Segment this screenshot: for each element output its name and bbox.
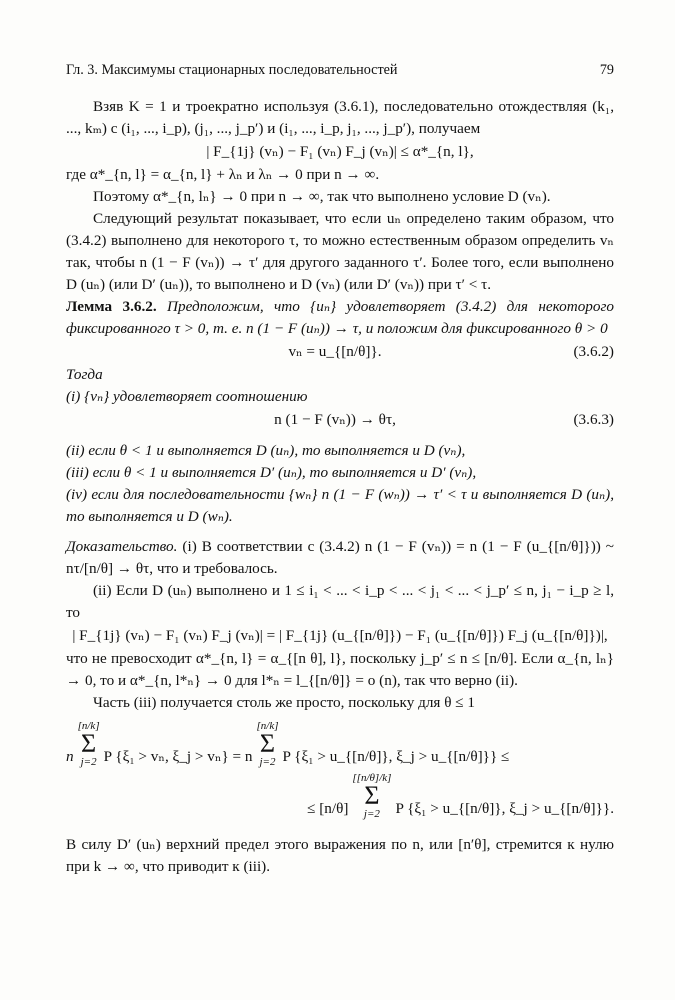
proof-part-ii-conclusion: что не превосходит α*_{n, l} = α_{[n θ], l}, поскольку j_p′ ≤ n ≤ [n/θ]. Если α_{n, lₙ} → 0, то и α*_{n, l*ₙ} → 0 для l*ₙ = l_{[n/θ]} = o (n), так что верно (ii). <box>66 650 614 689</box>
spacer <box>66 432 614 440</box>
equation-bound: | F_{1j} (vₙ) − F₁ (vₙ) F_j (vₙ)| ≤ α*_{n, l}, <box>206 143 474 160</box>
sum-line-2-right: P {ξ₁ > u_{[n/θ]}, ξ_j > u_{[n/θ]}}. <box>395 800 614 817</box>
sum-3-upper: [[n/θ]/k] <box>352 772 392 784</box>
sum-symbol-2: [n/k] Σ j=2 <box>256 720 279 768</box>
equation-3-6-2 <box>66 341 614 363</box>
proof-label: Доказательство. <box>66 538 178 555</box>
sum-symbol-1: [n/k] Σ j=2 <box>77 720 100 768</box>
sum-line-1-middle: P {ξ₁ > vₙ, ξ_j > vₙ} = n <box>103 748 253 765</box>
lemma-label: Лемма 3.6.2. <box>66 298 157 315</box>
paragraph-alpha-def: где α*_{n, l} = α_{n, l} + λₙ и λₙ → 0 при n → ∞. <box>66 166 380 183</box>
paragraph-intro: Взяв K = 1 и троекратно используя (3.6.1), последовательно отождествляя (k₁, ..., kₘ) с (i₁, ..., i_p), (j₁, ..., j_p′) и (i₁, ..., i_p, j₁, ..., j_p′), получаем <box>66 98 614 137</box>
lemma-text: Предположим, что {uₙ} удовлетворяет (3.4.2) для некоторого фиксированного τ > 0, т. е. n (1 − F (uₙ)) → τ, и положим для фиксированного θ > 0 <box>66 298 614 337</box>
equation-3-6-3-number: (3.6.3) <box>573 411 614 428</box>
lemma-then: Тогда <box>66 366 103 383</box>
page-body <box>66 96 614 878</box>
lemma-item-iv: (iv) если для последовательности {wₙ} n (1 − F (wₙ)) → τ′ < τ и выполняется D (uₙ), то выполняется и D (wₙ). <box>66 486 614 525</box>
final-paragraph: В силу D′ (uₙ) верхний предел этого выражения по n, или [n′θ], стремится к нулю при k → ∞, что приводит к (iii). <box>66 836 614 875</box>
proof-part-i-text: (i) В соответствии с (3.4.2) n (1 − F (vₙ)) = n (1 − F (u_{[n/θ]})) ~ nτ/[n/θ] → θτ, что и требовалось. <box>66 538 615 577</box>
proof-part-i <box>66 536 614 580</box>
proof-part-iii: Часть (iii) получается столь же просто, поскольку для θ ≤ 1 <box>93 694 475 711</box>
paragraph-condition-d: Поэтому α*_{n, lₙ} → 0 при n → ∞, так что выполнено условие D (vₙ). <box>93 188 551 205</box>
sum-1-upper: [n/k] <box>77 720 100 732</box>
sum-equation-line-1 <box>66 720 614 768</box>
sum-1-lower: j=2 <box>80 756 97 768</box>
proof-part-ii: (ii) Если D (uₙ) выполнено и 1 ≤ i₁ < ... < i_p < ... < j₁ < ... < j_p′ ≤ n, j₁ − i_p ≥ l, то <box>66 582 614 621</box>
equation-3-6-3-formula: n (1 − F (vₙ)) → θτ, <box>274 411 396 428</box>
sum-line-2-left: ≤ [n/θ] <box>307 800 349 817</box>
equation-3-6-2-number: (3.6.2) <box>573 343 614 360</box>
spacer <box>66 528 614 536</box>
equation-3-6-2-formula: vₙ = u_{[n/θ]}. <box>288 343 382 360</box>
sum-2-upper: [n/k] <box>256 720 279 732</box>
lemma-statement <box>66 296 614 340</box>
lemma-item-iii: (iii) если θ < 1 и выполняется D′ (uₙ), то выполняется и D′ (vₙ), <box>66 464 477 481</box>
paragraph-next-result: Следующий результат показывает, что если uₙ определено таким образом, что (3.4.2) выполнено для некоторого τ, то можно естественным образом определить vₙ так, чтобы n (1 − F (vₙ)) → τ′ для другого заданного τ′. Более того, если выполнено D (uₙ) (или D′ (uₙ)), то выполнено и D (vₙ) (или D′ (vₙ)) при τ′ < τ. <box>66 210 614 293</box>
running-header <box>66 59 614 83</box>
sum-3-lower: j=2 <box>363 808 380 820</box>
sum-symbol-3: [[n/θ]/k] Σ j=2 <box>352 772 392 820</box>
chapter-title: Гл. 3. Максимумы стационарных последовательностей <box>66 62 398 78</box>
equation-difference: | F_{1j} (vₙ) − F₁ (vₙ) F_j (vₙ)| = | F_{1j} (u_{[n/θ]}) − F₁ (u_{[n/θ]}) F_j (u_{[n/θ]})|, <box>72 627 608 644</box>
equation-3-6-3 <box>66 409 614 431</box>
page-number: 79 <box>599 62 614 78</box>
sum-2-lower: j=2 <box>259 756 276 768</box>
sum-line-1-left: n <box>66 748 74 765</box>
sum-equation-line-2 <box>66 772 614 820</box>
lemma-item-i: (i) {vₙ} удовлетворяет соотношению <box>66 388 308 405</box>
spacer <box>66 820 614 834</box>
lemma-item-ii: (ii) если θ < 1 и выполняется D (uₙ), то выполняется и D (vₙ), <box>66 442 466 459</box>
sum-line-1-right: P {ξ₁ > u_{[n/θ]}, ξ_j > u_{[n/θ]}} ≤ <box>282 748 510 765</box>
